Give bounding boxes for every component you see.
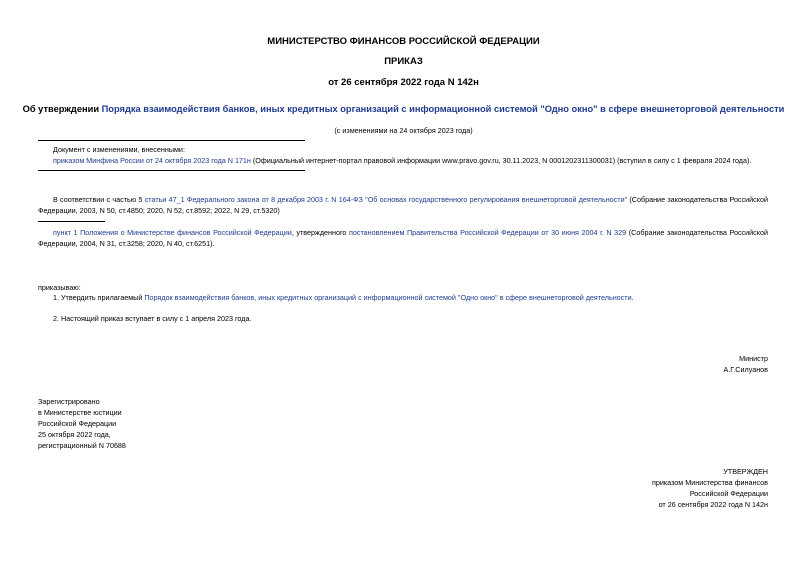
basis2-rest: (Собрание законодательства Российской Федерации, 2004, N 31, ст.3258; 2020, N 40, ст.6251). [38,228,768,248]
doc-type-heading: ПРИКАЗ [384,56,423,67]
item1-prefix: 1. Утвердить прилагаемый [53,293,145,302]
basis2-mid: , утвержденного [291,228,349,237]
footnote-divider [38,221,105,222]
prikazyvayu: приказываю: [38,283,81,292]
registration-line: Российской Федерации [38,419,117,428]
approval-line: от 26 сентября 2022 года N 142н [658,500,768,509]
order-item-2: 2. Настоящий приказ вступает в силу с 1 апреля 2023 года. [53,314,252,323]
approval-line: приказом Министерства финансов [651,478,768,487]
basis2-link-1[interactable]: пункт 1 Положения о Министерстве финансов Российской Федерации [53,228,292,237]
divider-bottom [38,170,305,171]
revision-note: (с изменениями на 24 октября 2023 года) [334,126,473,135]
basis-paragraph-1 [38,194,768,216]
divider-top [38,140,305,141]
changes-rest: (Официальный интернет-портал правовой информации www.pravo.gov.ru, 30.11.2023, N 0001202311300031) (вступил в силу с 1 февраля 2024 года). [250,156,752,165]
basis1-link[interactable]: статьи 47_1 Федерального закона от 8 декабря 2003 г. N 164-ФЗ "Об основах государственного регулирования внешнеторговой деятельности" [144,195,628,204]
item1-link[interactable]: Порядок взаимодействия банков, иных кредитных организаций с информационной системой "Одно окно" в сфере внешнеторговой деятельности [144,293,632,302]
approval-line: Российской Федерации [689,489,768,498]
title-link[interactable]: Порядка взаимодействия банков, иных кредитных организаций с информационной системой "Одно окно" в сфере внешнеторговой деятельности [101,104,785,114]
registration-block [38,396,126,451]
changes-label: Документ с изменениями, внесенными: [53,145,185,154]
basis1-prefix: В соответствии с частью 5 [53,195,145,204]
item1-end: . [631,293,634,302]
registration-line: регистрационный N 70688 [38,441,126,450]
date-number-heading: от 26 сентября 2022 года N 142н [328,77,479,88]
approval-block [560,466,768,510]
approval-line: УТВЕРЖДЕН [723,467,768,476]
basis-paragraph-2 [38,227,768,249]
changes-link[interactable]: приказом Минфина России от 24 октября 2023 года N 171н [53,156,251,165]
ministry-heading: МИНИСТЕРСТВО ФИНАНСОВ РОССИЙСКОЙ ФЕДЕРАЦИИ [267,36,540,47]
basis1-rest: (Собрание законодательства Российской Федерации, 2003, N 50, ст.4850; 2020, N 52, ст.8592; 2022, N 29, ст.5320) [38,195,768,215]
registration-line: 25 октября 2022 года, [38,430,111,439]
signature-position: Министр [739,354,768,363]
registration-line: в Министерстве юстиции [38,408,122,417]
registration-line: Зарегистрировано [38,397,100,406]
title-prefix: Об утверждении [22,104,102,114]
order-item-1 [53,292,634,303]
signature-name: А.Г.Силуанов [723,365,768,374]
document-title [0,104,807,114]
basis2-link-2[interactable]: постановлением Правительства Российской Федерации от 30 июня 2004 г. N 329 [348,228,627,237]
changes-line [53,155,751,166]
